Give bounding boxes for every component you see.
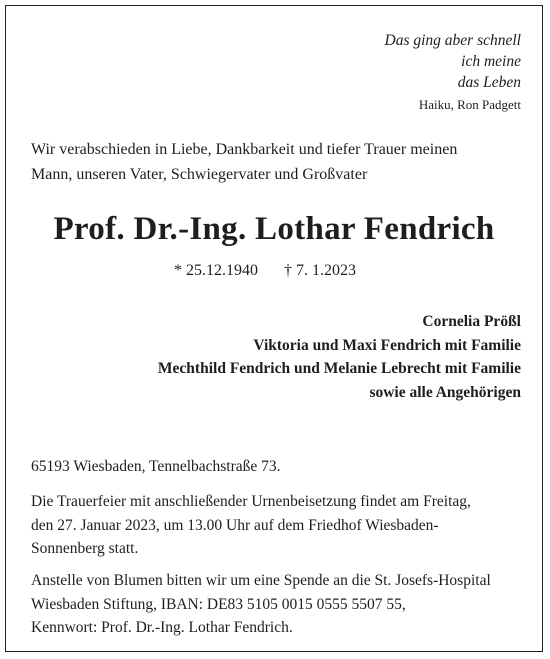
obituary-notice <box>5 5 543 652</box>
donation-line: Anstelle von Blumen bitten wir um eine Spende an die St. Josefs-Hospital <box>31 572 491 589</box>
epigraph-attribution: Haiku, Ron Padgett <box>418 97 521 112</box>
donation-line: Wiesbaden Stiftung, IBAN: DE83 5105 0015 0555 5507 55, <box>31 595 406 613</box>
ceremony-line: Die Trauerfeier mit anschließender Urnenbeisetzung findet am Freitag, <box>31 493 471 510</box>
mourner-line: Cornelia Prößl <box>422 313 521 330</box>
donation-line: Kennwort: Prof. Dr.-Ing. Lothar Fendrich. <box>31 619 293 636</box>
ceremony-line: Sonnenberg statt. <box>31 540 139 557</box>
donation-info <box>31 569 531 640</box>
mourners-list <box>158 310 521 404</box>
epigraph-line: Das ging aber schnell <box>384 32 521 49</box>
ceremony-info <box>31 490 531 561</box>
mourner-line: Viktoria und Maxi Fendrich mit Familie <box>253 336 521 354</box>
birth-date: * 25.12.1940 <box>174 262 258 279</box>
epigraph-line: ich meine <box>461 53 521 70</box>
address: 65193 Wiesbaden, Tennelbachstraße 73. <box>31 458 281 475</box>
mourner-line: sowie alle Angehörigen <box>369 383 521 401</box>
intro-text <box>31 137 526 187</box>
life-dates <box>174 262 356 280</box>
intro-line: Mann, unseren Vater, Schwiegervater und Großvater <box>31 166 368 183</box>
ceremony-line: den 27. Januar 2023, um 13.00 Uhr auf dem Friedhof Wiesbaden- <box>31 516 439 534</box>
epigraph <box>385 30 521 114</box>
death-date: † 7. 1.2023 <box>284 262 356 279</box>
mourner-line: Mechthild Fendrich und Melanie Lebrecht mit Familie <box>157 360 521 377</box>
epigraph-line: das Leben <box>457 74 521 91</box>
deceased-name: Prof. Dr.-Ing. Lothar Fendrich <box>53 211 495 247</box>
intro-line: Wir verabschieden in Liebe, Dankbarkeit und tiefer Trauer meinen <box>31 141 458 158</box>
